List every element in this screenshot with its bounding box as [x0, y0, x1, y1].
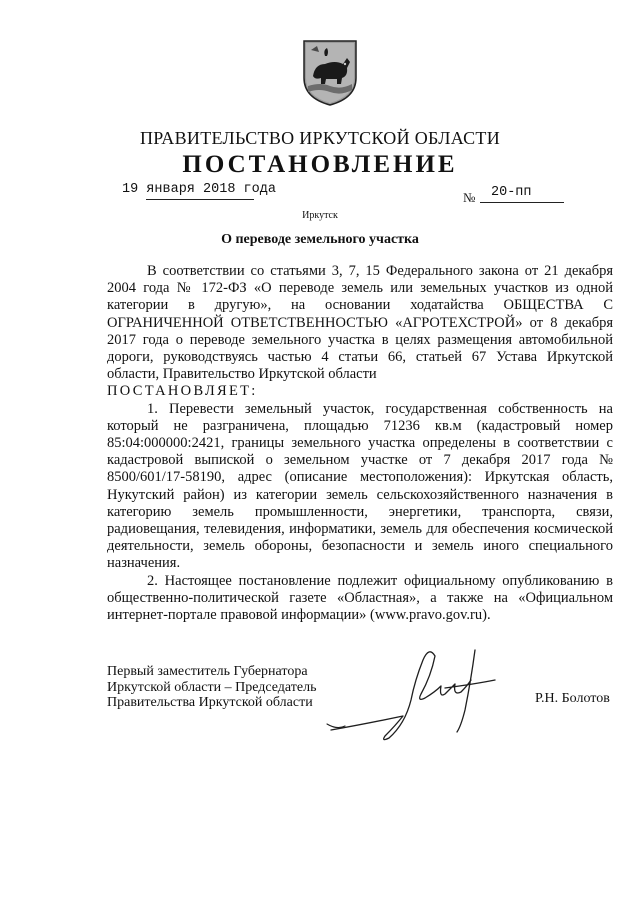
document-type-title: ПОСТАНОВЛЕНИЕ: [182, 151, 458, 178]
handwritten-signature: [325, 640, 505, 750]
item-1-paragraph: 1. Перевести земельный участок, государственная собственность на который не разграничена, площадью 71236 кв.м (кадастровый номер 85:04:000000:2421, границы земельного участка определены в соответствии с кадастровой выпиской о земельном участке от 7 декабря 2017 года № 8500/601/17-58190, адрес (описание местоположения): Иркутская область, Нукутский район) из категории земель сельскохозяйственного назначения в категорию земель промышленности, энергетики, транспорта, связи, радиовещания, телевидения, информатики, земель для обеспечения космической деятельности, земель обороны, безопасности и земель иного специального назначения.: [107, 400, 613, 572]
preamble-paragraph: В соответствии со статьями 3, 7, 15 Федерального закона от 21 декабря 2004 года № 172-ФЗ «О переводе земель или земельных участков из одной категории в другую», на основании ходатайства ОБЩЕСТВА С ОГРАНИЧЕННОЙ ОТВЕТСТВЕННОСТЬЮ «АГРОТЕХСТРОЙ» от 8 декабря 2017 года о переводе земельного участка в целях размещения автомобильной дороги, руководствуясь частью 4 статьи 66, статьей 67 Устава Иркутской области, Правительство Иркутской области: [107, 263, 613, 383]
document-date: 19 января 2018 года: [122, 182, 276, 197]
number-underline: [480, 202, 564, 203]
document-subject: О переводе земельного участка: [221, 232, 419, 247]
coat-of-arms-icon: [301, 38, 359, 108]
signer-position: [107, 664, 316, 711]
date-underline: [146, 199, 254, 200]
item-2-paragraph: 2. Настоящее постановление подлежит официальному опубликованию в общественно-политической газете «Областная», а также на «Официальном интернет-портале правовой информации» (www.pravo.gov.ru).: [107, 572, 613, 624]
document-number: 20-пп: [491, 185, 532, 200]
signer-position-line: Правительства Иркутской области: [107, 695, 313, 710]
signer-position-line: Иркутской области – Председатель: [107, 679, 317, 695]
signer-position-line: Первый заместитель Губернатора: [107, 664, 308, 679]
city-label: Иркутск: [302, 210, 338, 221]
document-body: [107, 263, 613, 624]
signer-name: Р.Н. Болотов: [535, 691, 610, 706]
number-sign: №: [463, 190, 476, 205]
government-name: ПРАВИТЕЛЬСТВО ИРКУТСКОЙ ОБЛАСТИ: [139, 128, 501, 148]
decree-word: ПОСТАНОВЛЯЕТ:: [107, 383, 258, 400]
